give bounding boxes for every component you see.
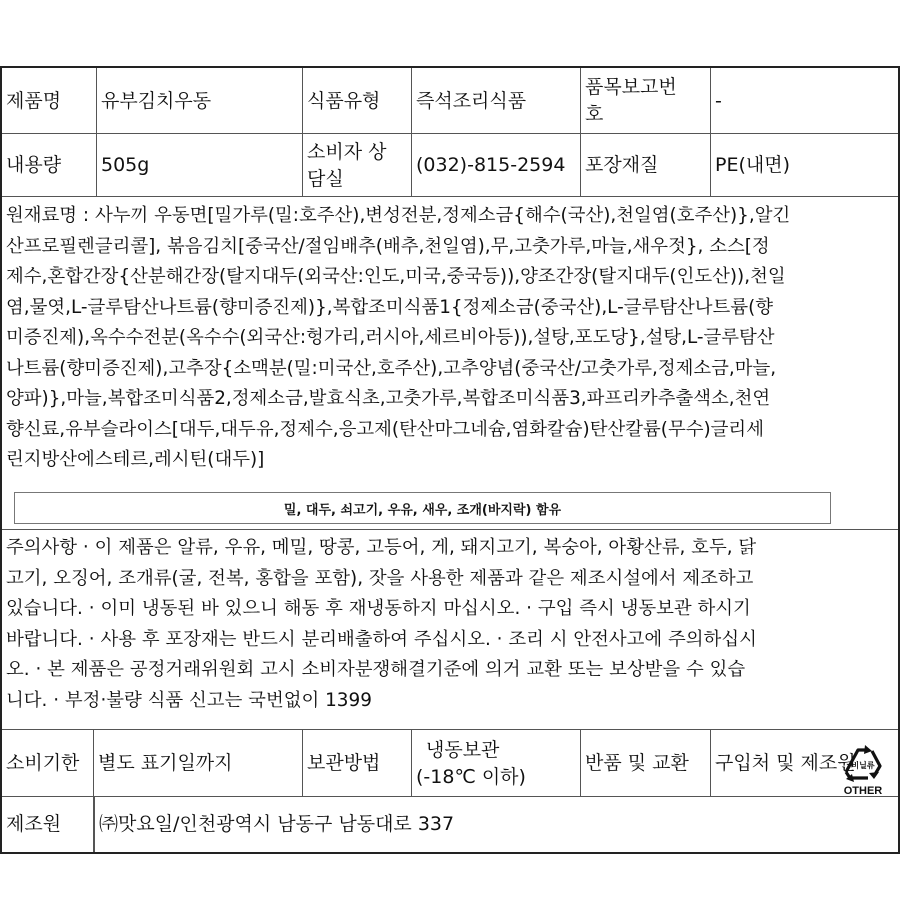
return-label: 반품 및 교환 (581, 730, 711, 797)
ingredients-line: 미증진제),옥수수전분(옥수수(외국산:헝가리,러시아,세르비아등)),설탕,포도당},설탕,L-글루탐산 (6, 327, 775, 348)
storage-value-line1: 냉동보관 (426, 738, 500, 761)
product-name-label: 제품명 (2, 68, 97, 134)
ingredients-line: 양파)},마늘,복합조미식품2,정제소금,발효식초,고춧가루,복합조미식품3,파프리카추출색소,천연 (6, 388, 771, 409)
caution-line: 니다. · 부정·불량 식품 신고는 국번없이 1399 (6, 689, 372, 711)
recycle-bottom-text: OTHER (843, 785, 883, 796)
recycle-top-text: 비닐류 (851, 761, 875, 770)
ingredients-line: 염,물엿,L-글루탐산나트륨(향미증진제)},복합조미식품1{정제소금(중국산),L-글루탐산나트륨(향 (6, 296, 774, 318)
consumer-center-label (303, 134, 412, 197)
food-type-value: 즉석조리식품 (412, 68, 581, 134)
divider (2, 529, 898, 530)
report-number-value: - (715, 89, 722, 112)
row-expiry-storage (2, 730, 900, 797)
ingredients-text (6, 201, 896, 476)
ingredients-line: 산프로필렌글리콜], 볶음김치[중국산/절임배추(배추,천일염),무,고춧가루,마늘,새우젓}, 소스[정 (6, 235, 770, 257)
caution-line: 고기, 오징어, 조개류(굴, 전복, 홍합을 포함), 잣을 사용한 제품과 같은 제조시설에서 제조하고 (6, 567, 754, 589)
return-value: 구입처 및 제조원 (715, 752, 856, 774)
storage-label: 보관방법 (303, 730, 412, 797)
report-number-label-line2: 호 (585, 103, 604, 125)
packaging-value: PE(내면) (715, 154, 790, 176)
food-type-label: 식품유형 (303, 68, 412, 134)
row-volume (2, 134, 900, 197)
volume-value: 505g (97, 134, 303, 197)
caution-line: 오. · 본 제품은 공정거래위원회 고시 소비자분쟁해결기준에 의거 교환 또는 보상받을 수 있습 (6, 659, 746, 680)
ingredients-line: 원재료명 : 사누끼 우동면[밀가루(밀:호주산),변성전분,정제소금{해수(국산),천일염(호주산)},알긴 (6, 205, 791, 226)
divider (2, 196, 898, 197)
ingredients-line: 향신료,유부슬라이스[대두,대두유,정제수,응고제(탄산마그네슘,염화칼슘)탄산칼륨(무수)글리세 (6, 418, 764, 440)
report-number-label-line1: 품목보고번 (585, 76, 677, 98)
consumer-center-label-line1: 소비자 상 (307, 140, 387, 163)
allergen-box: 밀, 대두, 쇠고기, 우유, 새우, 조개(바지락) 함유 (14, 492, 831, 524)
product-name-value: 유부김치우동 (97, 68, 303, 134)
manufacturer-value: ㈜맛요일/인천광역시 남동구 남동대로 337 (94, 797, 814, 852)
recycle-icon (834, 738, 892, 796)
ingredients-line: 제수,혼합간장{산분해간장(탈지대두(외국산:인도,미국,중국등)),양조간장(탈지대두(인도산)),천일 (6, 266, 786, 287)
product-info-table (0, 66, 900, 854)
report-number-label (581, 68, 711, 134)
storage-value (412, 730, 581, 797)
consumer-center-label-line2: 담실 (307, 167, 344, 190)
ingredients-line: 린지방산에스테르,레시틴(대두)] (6, 449, 265, 470)
recycle-mark (834, 738, 892, 796)
row-manufacturer (2, 797, 900, 852)
caution-line: 주의사항 · 이 제품은 알류, 우유, 메밀, 땅콩, 고등어, 게, 돼지고기, 복숭아, 아황산류, 호두, 닭 (6, 537, 757, 558)
manufacturer-label: 제조원 (2, 797, 94, 852)
caution-line: 있습니다. · 이미 냉동된 바 있으니 해동 후 재냉동하지 마십시오. · 구입 즉시 냉동보관 하시기 (6, 598, 751, 619)
row-product-name (2, 68, 900, 134)
expiry-label: 소비기한 (2, 730, 94, 797)
cautions-text (6, 533, 896, 716)
caution-line: 바랍니다. · 사용 후 포장재는 반드시 분리배출하여 주십시오. · 조리 시 안전사고에 주의하십시 (6, 628, 757, 650)
expiry-value: 별도 표기일까지 (94, 730, 303, 797)
volume-label: 내용량 (2, 134, 97, 197)
storage-value-line2: (-18℃ 이하) (416, 765, 526, 788)
consumer-center-phone: (032)-815-2594 (412, 134, 581, 197)
packaging-label: 포장재질 (581, 134, 711, 197)
ingredients-line: 나트륨(향미증진제),고추장{소맥분(밀:미국산,호주산),고추양념(중국산/고춧가루,정제소금,마늘, (6, 357, 777, 379)
